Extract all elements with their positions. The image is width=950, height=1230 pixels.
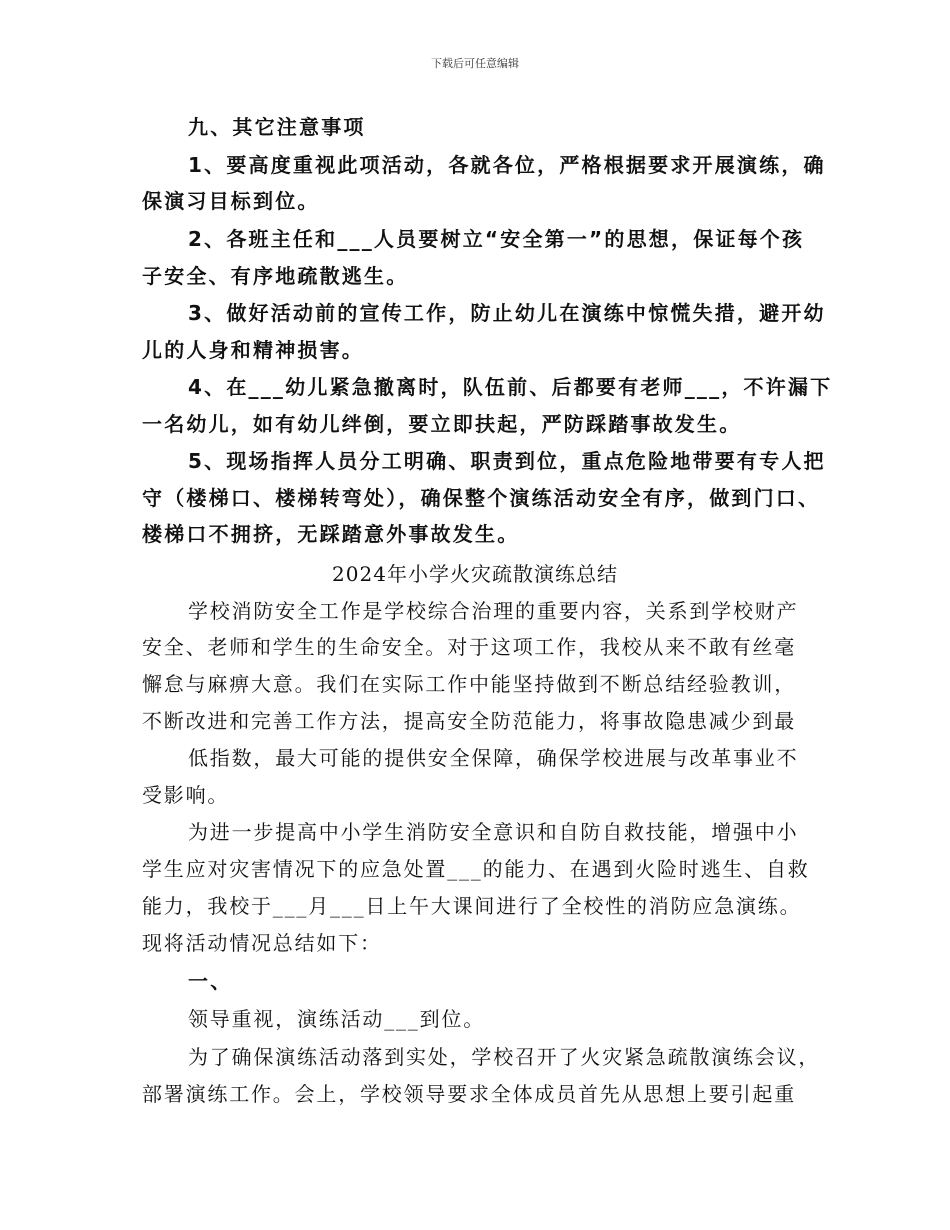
paragraph-line: 4、在___幼儿紧急撤离时，队伍前、后都要有老师___，不许漏下 (188, 375, 833, 399)
paragraph-line: 3、做好活动前的宣传工作，防止幼儿在演练中惊慌失措，避开幼 (188, 301, 826, 325)
section-heading: 九、其它注意事项 (188, 115, 366, 139)
paragraph-line: 1、要高度重视此项活动，各就各位，严格根据要求开展演练，确 (188, 153, 826, 177)
paragraph-line: 儿的人身和精神损害。 (142, 338, 364, 362)
summary-title: 2024年小学火灾疏散演练总结 (332, 562, 618, 586)
paragraph-line: 不断改进和完善工作方法，提高安全防范能力，将事故隐患减少到最 (142, 709, 796, 733)
paragraph-line: 楼梯口不拥挤，无踩踏意外事故发生。 (142, 522, 520, 546)
section-number: 一、 (188, 969, 233, 993)
paragraph-line: 为进一步提高中小学生消防安全意识和自防自救技能，增强中小 (188, 820, 799, 844)
paragraph-line: 学生应对灾害情况下的应急处置___的能力、在遇到火险时逃生、自救 (142, 857, 810, 881)
paragraph-line: 懈怠与麻痹大意。我们在实际工作中能坚持做到不断总结经验教训， (142, 672, 796, 696)
paragraph-line: 5、现场指挥人员分工明确、职责到位，重点危险地带要有专人把 (188, 449, 826, 473)
paragraph-line: 受影响。 (142, 783, 230, 807)
paragraph-line: 2、各班主任和___人员要树立“安全第一”的思想，保证每个孩 (188, 227, 805, 251)
paragraph-line: 低指数，最大可能的提供安全保障，确保学校进展与改革事业不 (188, 746, 799, 770)
paragraph-line: 能力，我校于___月___日上午大课间进行了全校性的消防应急演练。 (142, 894, 802, 918)
page-header-note: 下载后可任意编辑 (431, 57, 519, 70)
paragraph-line: 安全、老师和学生的生命安全。对于这项工作，我校从来不敢有丝毫 (142, 635, 796, 659)
paragraph-line: 现将活动情况总结如下： (142, 931, 382, 955)
paragraph-line: 领导重视，演练活动___到位。 (188, 1007, 485, 1031)
paragraph-line: 学校消防安全工作是学校综合治理的重要内容，关系到学校财产 (188, 599, 799, 623)
paragraph-line: 一名幼儿，如有幼儿绊倒，要立即扶起，严防踩踏事故发生。 (142, 412, 742, 436)
paragraph-line: 部署演练工作。会上，学校领导要求全体成员首先从思想上要引起重 (142, 1082, 796, 1106)
paragraph-line: 保演习目标到位。 (142, 189, 320, 213)
paragraph-line: 子安全、有序地疏散逃生。 (142, 264, 409, 288)
paragraph-line: 为了确保演练活动落到实处，学校召开了火灾紧急疏散演练会议， (188, 1045, 821, 1069)
paragraph-line: 守（楼梯口、楼梯转弯处），确保整个演练活动安全有序，做到门口、 (142, 486, 821, 510)
